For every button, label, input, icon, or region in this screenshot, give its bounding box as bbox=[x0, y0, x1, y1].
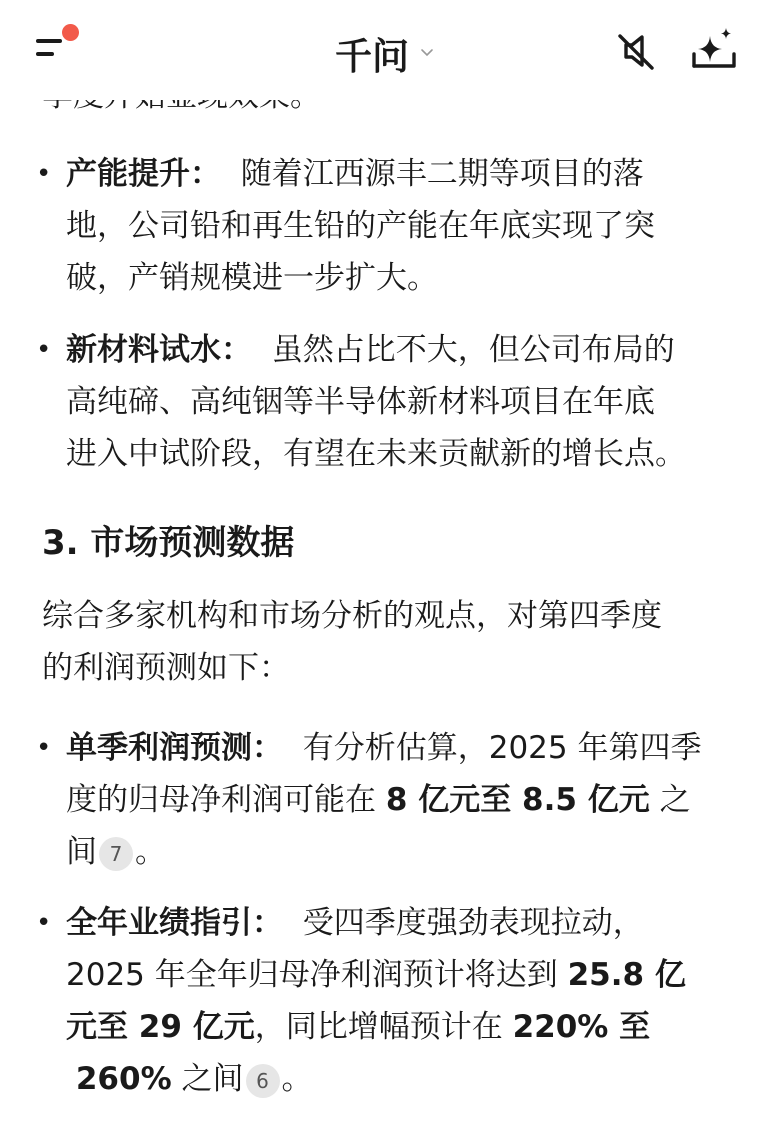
item-text: ，同比增幅预计在 bbox=[254, 1009, 513, 1045]
sparkle-new-chat-icon bbox=[688, 24, 740, 74]
intro-line: 综合多家机构和市场分析的观点，对第四季度 bbox=[42, 598, 662, 634]
bullet-icon: • bbox=[36, 159, 52, 189]
list-item-quarter-forecast bbox=[36, 722, 736, 878]
item-label: 全年业绩指引： bbox=[66, 905, 283, 941]
list-item-new-materials bbox=[36, 324, 736, 480]
item-label: 产能提升： bbox=[66, 156, 221, 192]
citation-badge[interactable]: 6 bbox=[246, 1064, 280, 1098]
highlight-value: 25.8 亿 bbox=[567, 957, 686, 993]
item-text: 。 bbox=[281, 1061, 313, 1097]
chevron-down-icon[interactable] bbox=[420, 46, 434, 60]
item-text: 受四季度强劲表现拉动， bbox=[302, 905, 644, 941]
mute-button[interactable] bbox=[612, 28, 658, 74]
item-label: 新材料试水： bbox=[66, 332, 252, 368]
highlight-value: 元至 29 亿元 bbox=[66, 1009, 255, 1045]
item-text: 之 bbox=[649, 782, 691, 818]
citation-badge[interactable]: 7 bbox=[99, 837, 133, 871]
section-heading: 3. 市场预测数据 bbox=[42, 523, 295, 563]
highlight-value: 8 亿元至 8.5 亿元 bbox=[385, 782, 650, 818]
bullet-icon: • bbox=[36, 908, 52, 938]
item-text: 随着江西源丰二期等项目的落 bbox=[240, 156, 644, 192]
item-text: 2025 年全年归母净利润预计将达到 bbox=[66, 957, 568, 993]
item-text: 虽然占比不大，但公司布局的 bbox=[271, 332, 675, 368]
bullet-icon: • bbox=[36, 335, 52, 365]
new-chat-button[interactable] bbox=[688, 24, 740, 74]
item-text: 高纯碲、高纯铟等半导体新材料项目在年底 bbox=[66, 384, 655, 420]
item-text: 地，公司铅和再生铅的产能在年底实现了突 bbox=[66, 208, 655, 244]
app-title[interactable]: 千问 bbox=[334, 35, 409, 78]
bullet-icon: • bbox=[36, 733, 52, 763]
item-text: 之间 bbox=[171, 1061, 244, 1097]
item-text: 度的归母净利润可能在 bbox=[66, 782, 386, 818]
list-item-annual-guidance bbox=[36, 897, 736, 1105]
list-item-capacity bbox=[36, 148, 736, 304]
highlight-value: 220% 至 bbox=[512, 1009, 651, 1045]
intro-line: 的利润预测如下： bbox=[42, 650, 290, 686]
item-label: 单季利润预测： bbox=[66, 730, 283, 766]
item-text: 破，产销规模进一步扩大。 bbox=[66, 260, 438, 296]
item-text: 。 bbox=[135, 834, 166, 870]
section-intro bbox=[42, 590, 662, 694]
item-text: 有分析估算，2025 年第四季 bbox=[302, 730, 702, 766]
top-bar bbox=[0, 0, 769, 100]
item-text: 进入中试阶段，有望在未来贡献新的增长点。 bbox=[66, 436, 686, 472]
item-text: 间 bbox=[66, 834, 97, 870]
highlight-value: 260% bbox=[75, 1061, 172, 1097]
speaker-muted-icon bbox=[612, 28, 658, 74]
